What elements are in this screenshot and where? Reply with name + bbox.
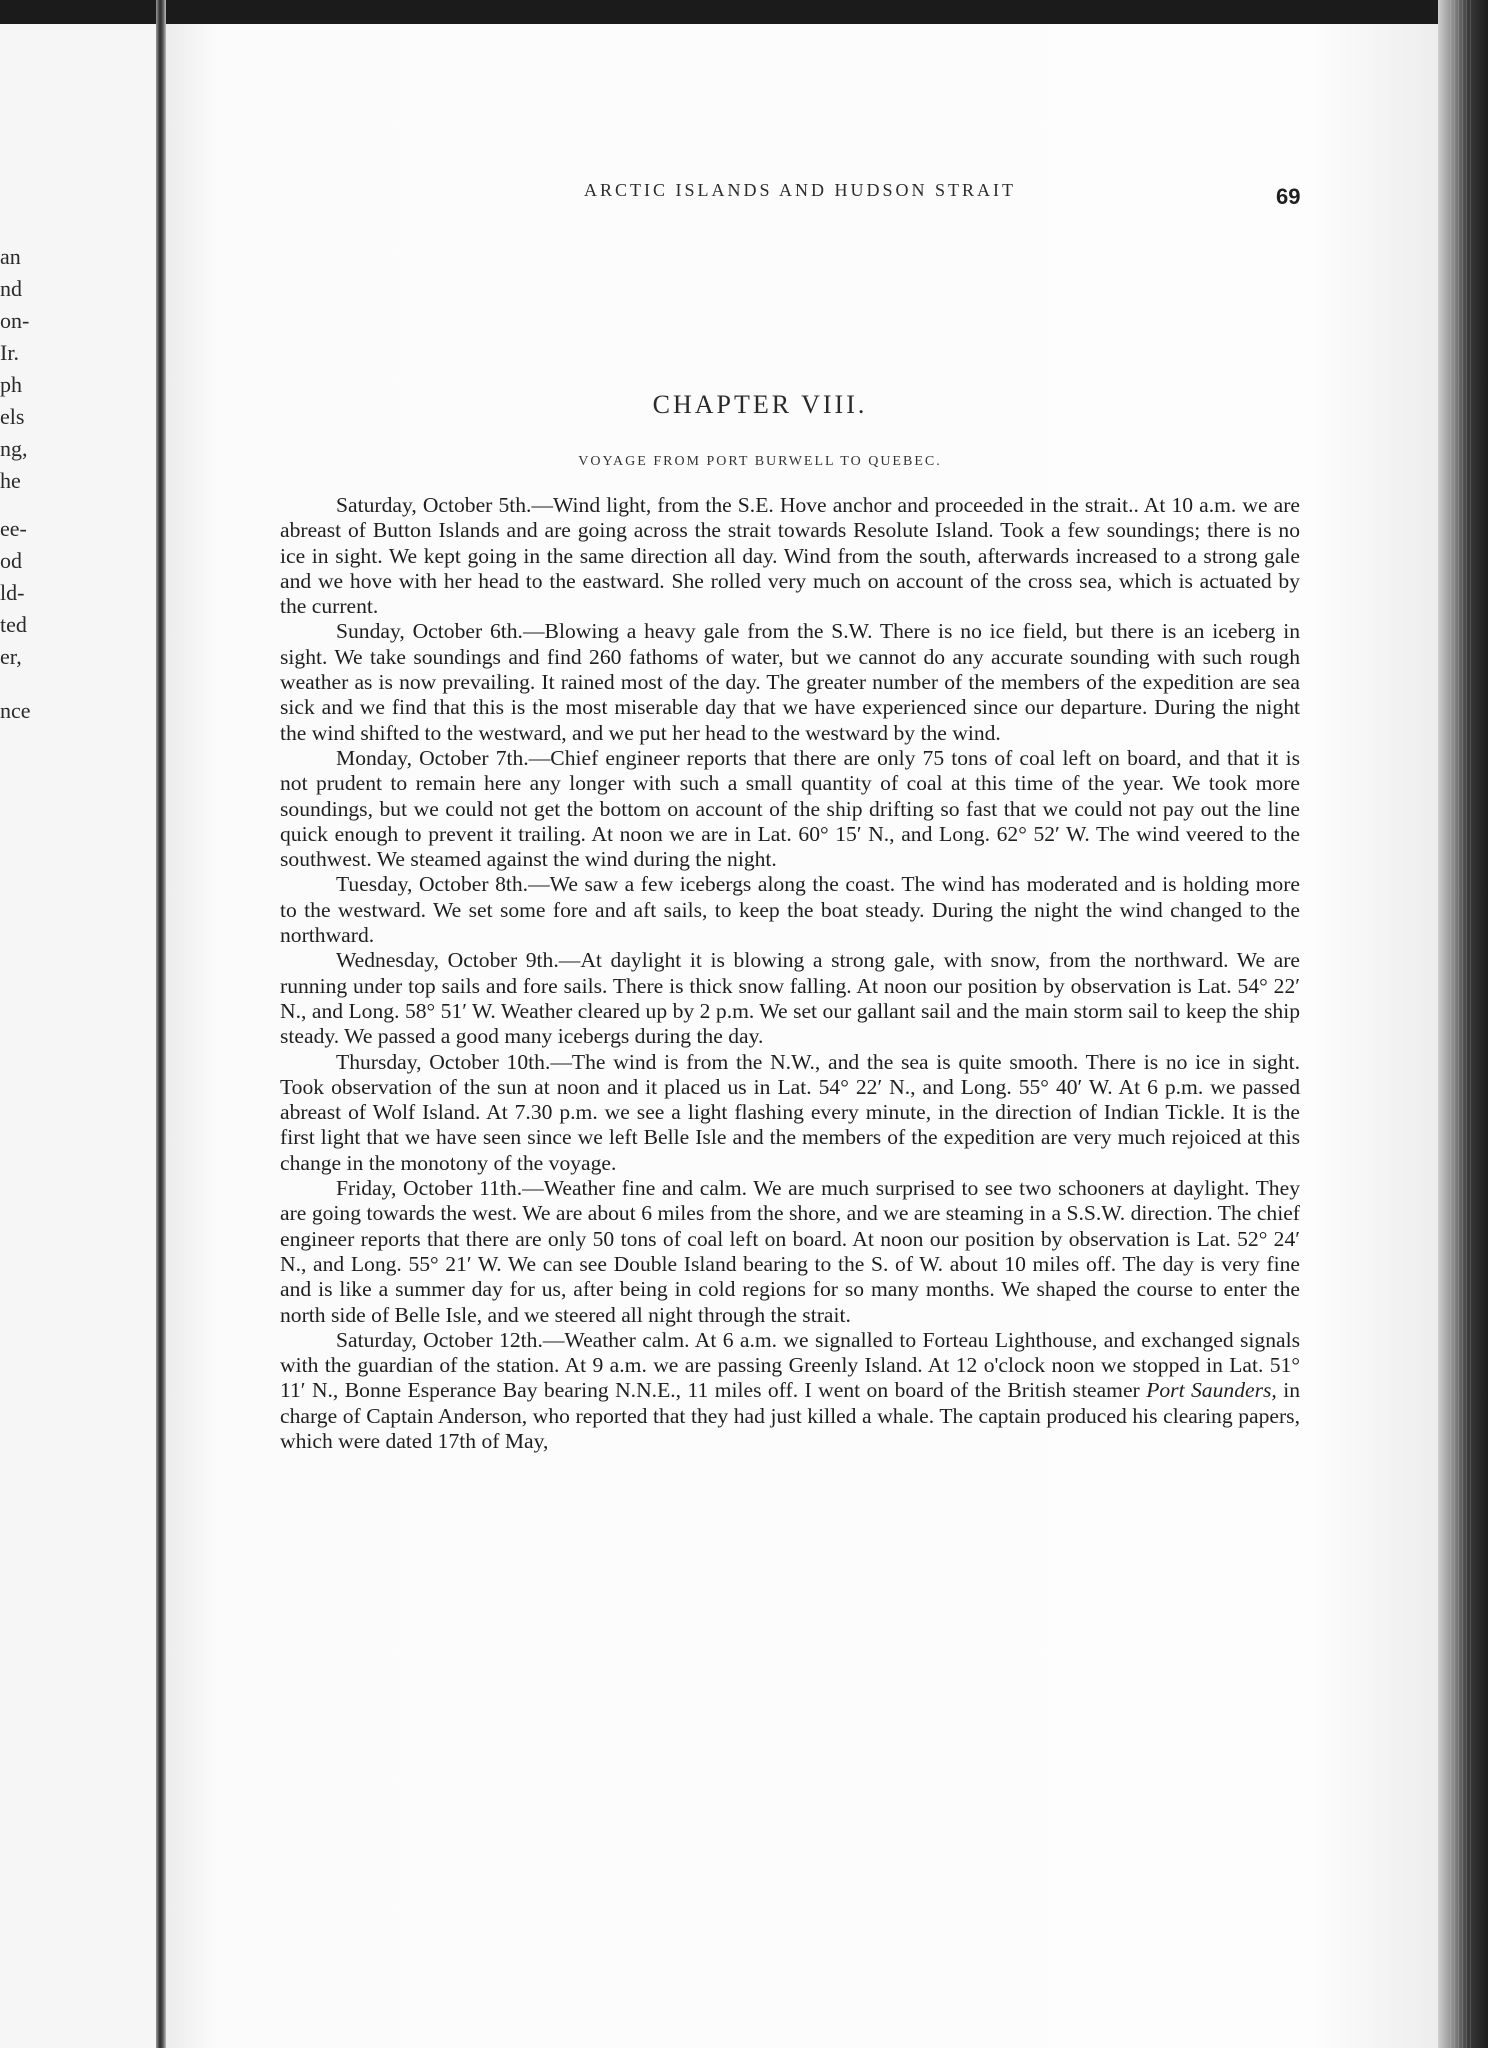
diary-entry-oct-7: Monday, October 7th.—Chief engineer reports that there are only 75 tons of coal left on board, and that it is not prudent to remain here any longer with such a small quantity of coal at this time of the year. We took more soundings, but we could not get the bottom on account of the ship drifting so fast that we could not pay out the line quick enough to prevent it trailing. At noon we are in Lat. 60° 15′ N., and Long. 62° 52′ W. The wind veered to the southwest. We steamed against the wind during the night. (280, 745, 1300, 872)
entry-text-before-vessel: Saturday, October 12th.—Weather calm. At 6 a.m. we signalled to Forteau Lighthouse, and exchanged signals with the guardian of the station. At 9 a.m. we are passing Greenly Island. At 12 o'clock noon we stopped in Lat. 51° 11′ N., Bonne Esperance Bay bearing N.N.E., 11 miles off. I went on board of the British steamer (280, 1327, 1300, 1403)
diary-entry-oct-10: Thursday, October 10th.—The wind is from the N.W., and the sea is quite smooth. There is no ice in sight. Took observation of the sun at noon and it placed us in Lat. 54° 22′ N., and Long. 55° 40′ W. At 6 p.m. we passed abreast of Wolf Island. At 7.30 p.m. we see a light flashing every minute, in the direction of Indian Tickle. It is the first light that we have seen since we left Belle Isle and the members of the expedition are very much rejoiced at this change in the monotony of the voyage. (280, 1049, 1300, 1175)
diary-entry-oct-5: Saturday, October 5th.—Wind light, from the S.E. Hove anchor and proceeded in the strait.. At 10 a.m. we are abreast of Button Islands and are going across the strait towards Resolute Island. Took a few soundings; there is no ice in sight. We kept going in the same direction all day. Wind from the south, afterwards increased to a strong gale and we hove with her head to the eastward. She rolled very much on account of the cross sea, which is actuated by the current. (280, 493, 1300, 619)
facing-page-fragment: od (0, 548, 22, 573)
diary-entry-oct-6: Sunday, October 6th.—Blowing a heavy gale from the S.W. There is no ice field, but there is an iceberg in sight. We take soundings and find 260 fathoms of water, but we cannot do any accurate sounding with such rough weather as is now prevailing. It rained most of the day. The greater number of the members of the expedition are sea sick and we find that this is the most miserable day that we have experienced since our departure. During the night the wind shifted to the westward, and we put her head to the westward by the wind. (280, 619, 1300, 745)
facing-page-edge (0, 24, 156, 2048)
facing-page-fragment: ph (0, 372, 22, 397)
facing-page-fragment: er, (0, 644, 22, 669)
facing-page-fragment: ld- (0, 580, 25, 605)
running-title: ARCTIC ISLANDS AND HUDSON STRAIT (583, 180, 1017, 200)
book-gutter (156, 0, 166, 2048)
facing-page-fragment: nd (0, 276, 22, 301)
facing-page-fragment: Ir. (0, 340, 19, 365)
facing-page-fragment: els (0, 404, 25, 429)
vessel-name: Port Saunders, (1146, 1378, 1277, 1403)
diary-entry-oct-12 (280, 1328, 1300, 1454)
facing-page-fragment: an (0, 244, 21, 269)
facing-page-fragment: ted (0, 612, 27, 637)
chapter-subtitle: VOYAGE FROM PORT BURWELL TO QUEBEC. (578, 454, 942, 469)
facing-page-fragment: he (0, 468, 21, 493)
facing-page-fragment: on- (0, 308, 30, 333)
facing-page-fragment: ee- (0, 516, 27, 541)
page-stack-lines (1450, 0, 1472, 2048)
scan-top-shadow (0, 0, 1488, 24)
chapter-title: CHAPTER VIII. (652, 390, 868, 419)
facing-page-fragment: ng, (0, 436, 28, 461)
diary-entry-oct-8: Tuesday, October 8th.—We saw a few icebergs along the coast. The wind has moderated and is holding more to the westward. We set some fore and aft sails, to keep the boat steady. During the night the wind changed to the northward. (280, 872, 1300, 948)
diary-entry-oct-9: Wednesday, October 9th.—At daylight it is blowing a strong gale, with snow, from the northward. We are running under top sails and fore sails. There is thick snow falling. At noon our position by observation is Lat. 54° 22′ N., and Long. 58° 51′ W. Weather cleared up by 2 p.m. We set our gallant sail and the main storm sail to keep the ship steady. We passed a good many icebergs during the day. (280, 948, 1300, 1049)
facing-page-fragment: nce (0, 698, 31, 723)
entry-text-after-vessel: in charge of Captain Anderson, who reported that they had just killed a whale. The captain produced his clearing papers, which were dated 17th of May, (280, 1378, 1301, 1453)
page-number: 69 (1276, 184, 1301, 209)
body-text (280, 493, 1300, 1454)
diary-entry-oct-11: Friday, October 11th.—Weather fine and calm. We are much surprised to see two schooners at daylight. They are going towards the west. We are about 6 miles from the shore, and we are steaming in a S.S.W. direction. The chief engineer reports that there are only 50 tons of coal left on board. At noon our position by observation is Lat. 52° 24′ N., and Long. 55° 21′ W. We can see Double Island bearing to the S. of W. about 10 miles off. The day is very fine and is like a summer day for us, after being in cold regions for so many months. We shaped the course to enter the north side of Belle Isle, and we steered all night through the strait. (280, 1176, 1300, 1327)
